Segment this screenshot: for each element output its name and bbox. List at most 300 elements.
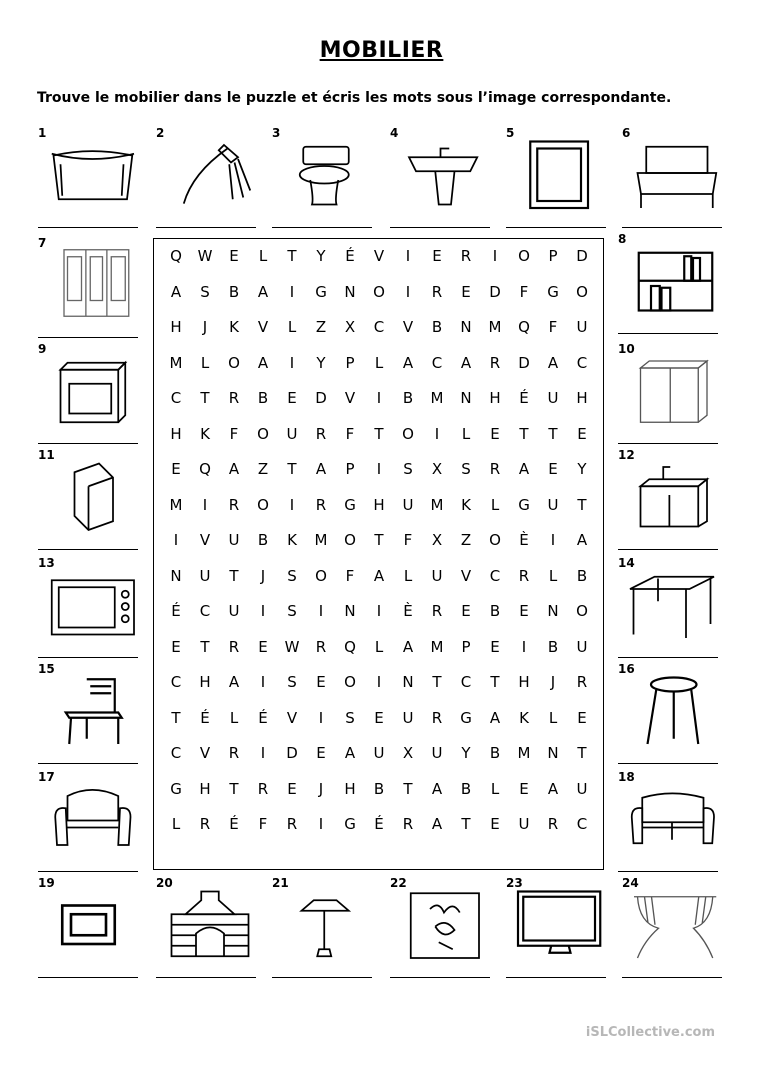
puzzle-letter[interactable]: R — [228, 637, 240, 656]
puzzle-letter[interactable]: H — [373, 495, 385, 514]
puzzle-letter[interactable]: L — [461, 424, 471, 443]
puzzle-letter[interactable]: I — [521, 637, 527, 656]
puzzle-letter[interactable]: X — [431, 460, 443, 478]
puzzle-letter[interactable]: O — [315, 566, 327, 585]
puzzle-letter[interactable]: F — [519, 282, 529, 301]
puzzle-letter[interactable]: R — [257, 779, 269, 798]
puzzle-letter[interactable]: I — [318, 815, 324, 833]
puzzle-letter[interactable]: L — [229, 708, 239, 727]
puzzle-letter[interactable]: E — [490, 815, 500, 833]
answer-line[interactable] — [38, 549, 138, 550]
answer-line[interactable] — [390, 977, 490, 978]
answer-line[interactable] — [156, 227, 256, 228]
puzzle-letter[interactable]: L — [490, 779, 500, 798]
puzzle-letter[interactable]: I — [492, 247, 498, 265]
puzzle-letter[interactable]: Y — [316, 247, 326, 265]
puzzle-letter[interactable]: L — [287, 318, 297, 336]
puzzle-letter[interactable]: A — [431, 779, 443, 798]
puzzle-letter[interactable]: E — [229, 247, 239, 265]
puzzle-letter[interactable]: A — [228, 460, 240, 478]
puzzle-letter[interactable]: L — [548, 708, 558, 727]
puzzle-letter[interactable]: C — [199, 602, 211, 620]
puzzle-letter[interactable]: H — [518, 673, 530, 691]
puzzle-letter[interactable]: O — [576, 602, 588, 620]
puzzle-letter[interactable]: U — [286, 424, 298, 443]
answer-line[interactable] — [506, 227, 606, 228]
puzzle-letter[interactable]: O — [257, 424, 269, 443]
curtains-icon — [630, 888, 722, 958]
puzzle-letter[interactable]: D — [576, 247, 588, 265]
puzzle-letter[interactable]: O — [518, 247, 530, 265]
answer-line[interactable] — [272, 977, 372, 978]
puzzle-letter[interactable]: A — [576, 531, 588, 549]
puzzle-letter[interactable]: H — [489, 389, 501, 407]
puzzle-letter[interactable]: E — [461, 282, 471, 301]
puzzle-letter[interactable]: E — [287, 779, 297, 798]
answer-line[interactable] — [38, 657, 138, 658]
puzzle-letter[interactable]: H — [344, 779, 356, 798]
puzzle-row — [164, 815, 594, 839]
puzzle-letter[interactable]: U — [402, 708, 414, 727]
puzzle-letter[interactable]: H — [170, 424, 182, 443]
puzzle-letter[interactable]: U — [373, 744, 385, 762]
puzzle-letter[interactable]: U — [576, 318, 588, 336]
puzzle-letter[interactable]: B — [489, 744, 501, 762]
puzzle-letter[interactable]: E — [548, 460, 558, 478]
puzzle-letter[interactable]: L — [403, 566, 413, 585]
puzzle-letter[interactable]: R — [228, 744, 240, 762]
puzzle-letter[interactable]: I — [202, 495, 208, 514]
puzzle-letter[interactable]: R — [489, 460, 501, 478]
answer-line[interactable] — [38, 871, 138, 872]
puzzle-letter[interactable]: R — [402, 815, 414, 833]
puzzle-letter[interactable]: U — [402, 495, 414, 514]
answer-line[interactable] — [618, 443, 718, 444]
puzzle-letter[interactable]: N — [344, 602, 356, 620]
puzzle-letter[interactable]: A — [257, 282, 269, 301]
puzzle-letter[interactable]: O — [344, 531, 356, 549]
puzzle-letter[interactable]: U — [431, 566, 443, 585]
puzzle-letter[interactable]: A — [431, 815, 443, 833]
puzzle-letter[interactable]: E — [490, 424, 500, 443]
puzzle-letter[interactable]: U — [547, 389, 559, 407]
puzzle-letter[interactable]: É — [345, 247, 355, 265]
puzzle-letter[interactable]: E — [171, 460, 181, 478]
puzzle-letter[interactable]: T — [171, 708, 181, 727]
puzzle-letter[interactable]: I — [173, 531, 179, 549]
puzzle-letter[interactable]: R — [228, 495, 240, 514]
puzzle-letter[interactable]: G — [170, 779, 182, 798]
puzzle-letter[interactable]: V — [460, 566, 472, 585]
puzzle-letter[interactable]: C — [489, 566, 501, 585]
puzzle-letter[interactable]: E — [287, 389, 297, 407]
puzzle-letter[interactable]: R — [489, 353, 501, 372]
puzzle-letter[interactable]: E — [519, 779, 529, 798]
puzzle-letter[interactable]: S — [461, 460, 471, 478]
puzzle-letter[interactable]: L — [258, 247, 268, 265]
puzzle-letter[interactable]: C — [576, 815, 588, 833]
puzzle-letter[interactable]: G — [460, 708, 472, 727]
puzzle-letter[interactable]: A — [315, 460, 327, 478]
answer-line[interactable] — [618, 333, 718, 334]
puzzle-letter[interactable]: F — [403, 531, 413, 549]
puzzle-letter[interactable]: É — [374, 815, 384, 833]
puzzle-letter[interactable]: O — [344, 673, 356, 691]
puzzle-letter[interactable]: I — [405, 247, 411, 265]
puzzle-letter[interactable]: O — [257, 495, 269, 514]
puzzle-letter[interactable]: S — [345, 708, 355, 727]
puzzle-letter[interactable]: D — [315, 389, 327, 407]
cabinet-icon — [626, 354, 718, 424]
puzzle-letter[interactable]: V — [199, 531, 211, 549]
puzzle-letter[interactable]: R — [518, 566, 530, 585]
puzzle-letter[interactable]: I — [289, 495, 295, 514]
puzzle-letter[interactable]: P — [345, 353, 355, 372]
puzzle-letter[interactable]: I — [318, 708, 324, 727]
puzzle-letter[interactable]: I — [318, 602, 324, 620]
puzzle-letter[interactable]: T — [374, 531, 384, 549]
puzzle-letter[interactable]: R — [315, 495, 327, 514]
puzzle-letter[interactable]: B — [257, 531, 269, 549]
puzzle-letter[interactable]: I — [434, 424, 440, 443]
puzzle-letter[interactable]: T — [229, 566, 239, 585]
puzzle-letter[interactable]: E — [171, 637, 181, 656]
puzzle-letter[interactable]: U — [518, 815, 530, 833]
puzzle-letter[interactable]: H — [170, 318, 182, 336]
puzzle-letter[interactable]: M — [169, 495, 183, 514]
answer-line[interactable] — [618, 657, 718, 658]
puzzle-letter[interactable]: S — [287, 602, 297, 620]
puzzle-letter[interactable]: F — [345, 424, 355, 443]
puzzle-letter[interactable]: R — [315, 424, 327, 443]
puzzle-letter[interactable]: R — [460, 247, 472, 265]
puzzle-letter[interactable]: T — [432, 673, 442, 691]
answer-line[interactable] — [390, 227, 490, 228]
puzzle-letter[interactable]: H — [199, 673, 211, 691]
item-number: 17 — [38, 770, 55, 784]
puzzle-letter[interactable]: M — [517, 744, 531, 762]
answer-line[interactable] — [38, 227, 138, 228]
puzzle-letter[interactable]: X — [431, 531, 443, 549]
puzzle-letter[interactable]: Q — [344, 637, 356, 656]
puzzle-letter[interactable]: A — [518, 460, 530, 478]
puzzle-letter[interactable]: T — [200, 637, 210, 656]
puzzle-letter[interactable]: G — [547, 282, 559, 301]
answer-line[interactable] — [618, 871, 718, 872]
puzzle-letter[interactable]: E — [490, 637, 500, 656]
item-toilet — [272, 126, 372, 236]
puzzle-letter[interactable]: G — [344, 495, 356, 514]
puzzle-letter[interactable]: K — [461, 495, 471, 514]
puzzle-letter[interactable]: I — [550, 531, 556, 549]
puzzle-letter[interactable]: L — [374, 637, 384, 656]
puzzle-letter[interactable]: R — [431, 282, 443, 301]
puzzle-letter[interactable]: J — [550, 673, 556, 691]
puzzle-letter[interactable]: A — [373, 566, 385, 585]
puzzle-letter[interactable]: B — [431, 318, 443, 336]
puzzle-letter[interactable]: S — [200, 282, 210, 301]
puzzle-letter[interactable]: U — [547, 495, 559, 514]
puzzle-letter[interactable]: U — [431, 744, 443, 762]
puzzle-letter[interactable]: P — [345, 460, 355, 478]
puzzle-letter[interactable]: A — [344, 744, 356, 762]
puzzle-letter[interactable]: O — [576, 282, 588, 301]
puzzle-letter[interactable]: E — [577, 424, 587, 443]
puzzle-letter[interactable]: D — [489, 282, 501, 301]
puzzle-letter[interactable]: K — [287, 531, 297, 549]
puzzle-letter[interactable]: E — [316, 673, 326, 691]
puzzle-letter[interactable]: E — [519, 602, 529, 620]
puzzle-letter[interactable]: È — [519, 531, 529, 549]
puzzle-letter[interactable]: N — [170, 566, 182, 585]
puzzle-letter[interactable]: É — [200, 708, 210, 727]
puzzle-letter[interactable]: A — [402, 353, 414, 372]
puzzle-letter[interactable]: F — [548, 318, 558, 336]
item-refrigerator — [38, 448, 138, 558]
puzzle-letter[interactable]: Y — [316, 353, 326, 372]
puzzle-letter[interactable]: E — [374, 708, 384, 727]
answer-line[interactable] — [618, 763, 718, 764]
answer-line[interactable] — [38, 443, 138, 444]
puzzle-letter[interactable]: C — [170, 673, 182, 691]
puzzle-letter[interactable]: V — [344, 389, 356, 407]
puzzle-letter[interactable]: N — [547, 602, 559, 620]
puzzle-letter[interactable]: B — [373, 779, 385, 798]
puzzle-letter[interactable]: I — [376, 673, 382, 691]
chair-icon — [46, 674, 138, 744]
puzzle-letter[interactable]: S — [287, 673, 297, 691]
puzzle-letter[interactable]: C — [460, 673, 472, 691]
puzzle-letter[interactable]: B — [402, 389, 414, 407]
puzzle-letter[interactable]: U — [576, 637, 588, 656]
puzzle-letter[interactable]: A — [460, 353, 472, 372]
puzzle-letter[interactable]: U — [228, 602, 240, 620]
answer-line[interactable] — [622, 227, 722, 228]
puzzle-letter[interactable]: L — [548, 566, 558, 585]
puzzle-letter[interactable]: T — [490, 673, 500, 691]
puzzle-letter[interactable]: A — [547, 353, 559, 372]
puzzle-letter[interactable]: V — [199, 744, 211, 762]
puzzle-letter[interactable]: I — [405, 282, 411, 301]
puzzle-letter[interactable]: E — [432, 247, 442, 265]
puzzle-letter[interactable]: R — [431, 708, 443, 727]
answer-line[interactable] — [38, 337, 138, 338]
puzzle-letter[interactable]: I — [376, 602, 382, 620]
puzzle-letter[interactable]: T — [287, 460, 297, 478]
puzzle-letter[interactable]: T — [229, 779, 239, 798]
puzzle-letter[interactable]: E — [577, 708, 587, 727]
puzzle-letter[interactable]: T — [200, 389, 210, 407]
puzzle-row — [164, 425, 594, 449]
puzzle-letter[interactable]: O — [373, 282, 385, 301]
puzzle-letter[interactable]: Q — [518, 318, 530, 336]
puzzle-letter[interactable]: J — [202, 318, 208, 336]
puzzle-letter[interactable]: O — [402, 424, 414, 443]
puzzle-letter[interactable]: K — [519, 708, 529, 727]
item-number: 13 — [38, 556, 55, 570]
puzzle-letter[interactable]: R — [199, 815, 211, 833]
puzzle-letter[interactable]: X — [344, 318, 356, 336]
puzzle-letter[interactable]: J — [260, 566, 266, 585]
puzzle-letter[interactable]: I — [260, 673, 266, 691]
answer-line[interactable] — [38, 763, 138, 764]
puzzle-letter[interactable]: G — [344, 815, 356, 833]
puzzle-letter[interactable]: L — [200, 353, 210, 372]
puzzle-letter[interactable]: X — [402, 744, 414, 762]
puzzle-letter[interactable]: I — [289, 353, 295, 372]
puzzle-letter[interactable]: N — [402, 673, 414, 691]
puzzle-letter[interactable]: L — [374, 353, 384, 372]
puzzle-letter[interactable]: M — [169, 353, 183, 372]
puzzle-letter[interactable]: T — [519, 424, 529, 443]
puzzle-letter[interactable]: M — [314, 531, 328, 549]
puzzle-letter[interactable]: V — [402, 318, 414, 336]
puzzle-letter[interactable]: U — [228, 531, 240, 549]
puzzle-letter[interactable]: K — [229, 318, 239, 336]
sink-icon — [398, 138, 490, 208]
puzzle-letter[interactable]: E — [316, 744, 326, 762]
puzzle-row — [164, 780, 594, 804]
answer-line[interactable] — [506, 977, 606, 978]
item-number: 8 — [618, 232, 627, 246]
puzzle-letter[interactable]: H — [576, 389, 588, 407]
puzzle-letter[interactable]: É — [229, 815, 239, 833]
puzzle-letter[interactable]: L — [171, 815, 181, 833]
puzzle-letter[interactable]: C — [576, 353, 588, 372]
puzzle-letter[interactable]: M — [430, 495, 444, 514]
puzzle-letter[interactable]: R — [315, 637, 327, 656]
puzzle-letter[interactable]: F — [229, 424, 239, 443]
puzzle-letter[interactable]: P — [461, 637, 471, 656]
puzzle-letter[interactable]: B — [257, 389, 269, 407]
item-wardrobe — [38, 236, 138, 346]
puzzle-letter[interactable]: M — [488, 318, 502, 336]
puzzle-letter[interactable]: N — [344, 282, 356, 301]
puzzle-letter[interactable]: T — [287, 247, 297, 265]
puzzle-letter[interactable]: J — [318, 779, 324, 798]
item-bed — [622, 126, 722, 236]
puzzle-letter[interactable]: T — [374, 424, 384, 443]
puzzle-letter[interactable]: T — [577, 495, 587, 514]
puzzle-row — [164, 354, 594, 378]
puzzle-letter[interactable]: W — [197, 247, 213, 265]
puzzle-letter[interactable]: B — [228, 282, 240, 301]
puzzle-letter[interactable]: U — [199, 566, 211, 585]
puzzle-letter[interactable]: C — [373, 318, 385, 336]
puzzle-letter[interactable]: T — [461, 815, 471, 833]
puzzle-letter[interactable]: I — [376, 389, 382, 407]
puzzle-letter[interactable]: F — [258, 815, 268, 833]
puzzle-letter[interactable]: G — [315, 282, 327, 301]
puzzle-letter[interactable]: R — [286, 815, 298, 833]
puzzle-letter[interactable]: M — [430, 389, 444, 407]
puzzle-letter[interactable]: S — [403, 460, 413, 478]
puzzle-letter[interactable]: P — [548, 247, 558, 265]
puzzle-letter[interactable]: Y — [461, 744, 471, 762]
puzzle-letter[interactable]: S — [287, 566, 297, 585]
puzzle-letter[interactable]: V — [257, 318, 269, 336]
puzzle-letter[interactable]: V — [286, 708, 298, 727]
puzzle-letter[interactable]: E — [461, 602, 471, 620]
puzzle-letter[interactable]: Z — [315, 318, 327, 336]
puzzle-letter[interactable]: C — [170, 389, 182, 407]
puzzle-letter[interactable]: A — [170, 282, 182, 301]
puzzle-letter[interactable]: D — [286, 744, 298, 762]
puzzle-letter[interactable]: É — [519, 389, 529, 407]
bookshelf-icon — [626, 244, 718, 314]
puzzle-letter[interactable]: B — [547, 637, 559, 656]
puzzle-letter[interactable]: B — [576, 566, 588, 585]
puzzle-letter[interactable]: G — [518, 495, 530, 514]
puzzle-letter[interactable]: R — [431, 602, 443, 620]
puzzle-letter[interactable]: I — [376, 460, 382, 478]
answer-line[interactable] — [618, 549, 718, 550]
puzzle-letter[interactable]: U — [576, 779, 588, 798]
puzzle-letter[interactable]: R — [576, 673, 588, 691]
puzzle-row — [164, 709, 594, 733]
item-number: 2 — [156, 126, 165, 140]
puzzle-letter[interactable]: É — [171, 602, 181, 620]
puzzle-letter[interactable]: A — [228, 673, 240, 691]
puzzle-letter[interactable]: F — [345, 566, 355, 585]
puzzle-letter[interactable]: T — [403, 779, 413, 798]
puzzle-letter[interactable]: I — [289, 282, 295, 301]
puzzle-letter[interactable]: N — [460, 389, 472, 407]
puzzle-letter[interactable]: A — [402, 637, 414, 656]
puzzle-letter[interactable]: I — [260, 602, 266, 620]
puzzle-letter[interactable]: O — [228, 353, 240, 372]
puzzle-letter[interactable]: O — [489, 531, 501, 549]
answer-line[interactable] — [622, 977, 722, 978]
item-sofa — [618, 770, 718, 880]
puzzle-letter[interactable]: N — [460, 318, 472, 336]
puzzle-letter[interactable]: C — [170, 744, 182, 762]
puzzle-letter[interactable]: M — [430, 637, 444, 656]
puzzle-letter[interactable]: C — [431, 353, 443, 372]
puzzle-letter[interactable]: Z — [257, 460, 269, 478]
item-number: 1 — [38, 126, 47, 140]
answer-line[interactable] — [156, 977, 256, 978]
puzzle-letter[interactable]: A — [489, 708, 501, 727]
puzzle-letter[interactable]: A — [257, 353, 269, 372]
puzzle-letter[interactable]: D — [518, 353, 530, 372]
answer-line[interactable] — [272, 227, 372, 228]
puzzle-letter[interactable]: Z — [460, 531, 472, 549]
puzzle-letter[interactable]: E — [258, 637, 268, 656]
puzzle-letter[interactable]: B — [489, 602, 501, 620]
puzzle-letter[interactable]: R — [228, 389, 240, 407]
puzzle-letter[interactable]: T — [548, 424, 558, 443]
puzzle-letter[interactable]: T — [577, 744, 587, 762]
puzzle-letter[interactable]: V — [373, 247, 385, 265]
puzzle-letter[interactable]: H — [199, 779, 211, 798]
television-icon — [514, 888, 606, 958]
puzzle-letter[interactable]: Q — [199, 460, 211, 478]
puzzle-letter[interactable]: N — [547, 744, 559, 762]
puzzle-letter[interactable]: È — [403, 602, 413, 620]
puzzle-letter[interactable]: L — [490, 495, 500, 514]
puzzle-letter[interactable]: R — [547, 815, 559, 833]
puzzle-letter[interactable]: I — [260, 744, 266, 762]
puzzle-letter[interactable]: K — [200, 424, 210, 443]
puzzle-letter[interactable]: B — [460, 779, 472, 798]
puzzle-letter[interactable]: W — [284, 637, 300, 656]
puzzle-letter[interactable]: A — [547, 779, 559, 798]
answer-line[interactable] — [38, 977, 138, 978]
puzzle-letter[interactable]: É — [258, 708, 268, 727]
puzzle-letter[interactable]: Y — [577, 460, 587, 478]
puzzle-letter[interactable]: Q — [170, 247, 182, 265]
